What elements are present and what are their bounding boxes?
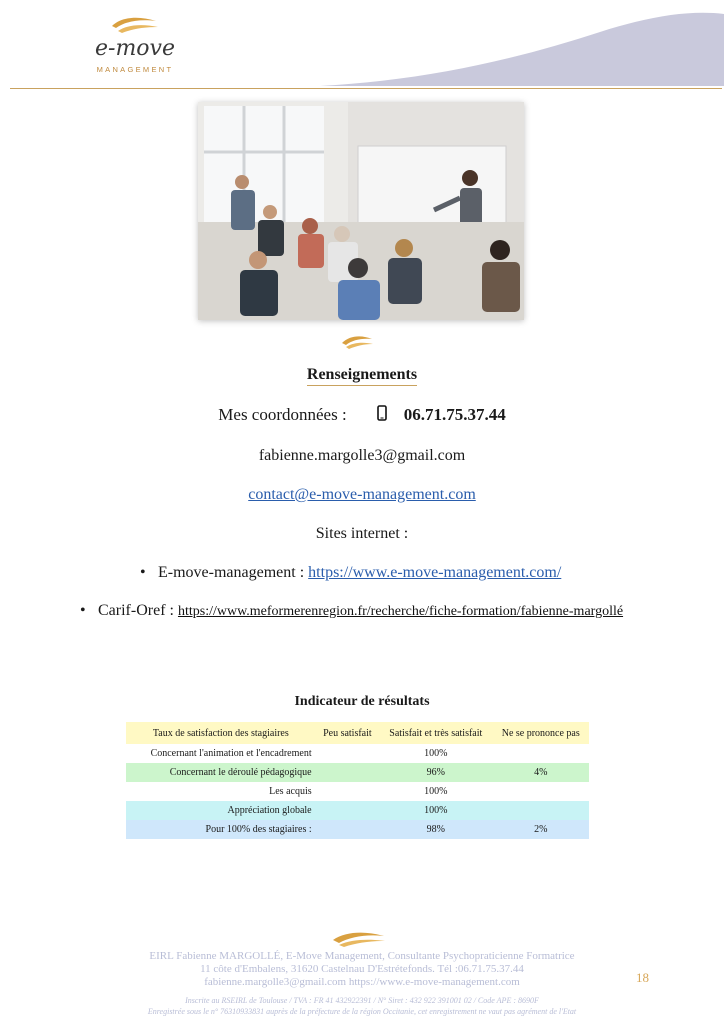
cell-satisfait: 100%	[379, 744, 492, 763]
column-header: Taux de satisfaction des stagiaires	[126, 722, 316, 744]
page-number: 18	[636, 970, 649, 985]
cell-satisfait: 98%	[379, 820, 492, 839]
cell-peu	[316, 744, 380, 763]
footer-contact-line: fabienne.margolle3@gmail.com https://www.e-move-management.com	[204, 976, 520, 988]
training-photo	[198, 102, 524, 320]
sites-label: Sites internet :	[315, 525, 409, 542]
footer-legal-line: Inscrite au RSEIRL de Toulouse / TVA : FR 41 432922391 / N° Siret : 432 922 391001 02 / Code APE : 8690F	[185, 996, 539, 1005]
row-label: Concernant le déroulé pédagogique	[126, 763, 316, 782]
contact-email-link[interactable]: contact@e-move-management.com	[248, 486, 476, 503]
cell-satisfait: 100%	[379, 782, 492, 801]
section-title-text: Renseignements	[307, 366, 417, 386]
site-link[interactable]: https://www.e-move-management.com/	[308, 564, 562, 581]
table-row	[126, 744, 589, 763]
logo-subtitle: MANAGEMENT	[96, 65, 174, 74]
results-title: Indicateur de résultats	[294, 694, 430, 709]
footer-company-line: EIRL Fabienne MARGOLLÉ, E-Move Management, Consultante Psychopraticienne Formatrice	[149, 950, 575, 962]
footer-swoosh-icon	[330, 930, 386, 948]
cell-nsp: 2%	[492, 820, 589, 839]
email-address: fabienne.margolle3@gmail.com	[258, 447, 466, 464]
row-label: Appréciation globale	[126, 801, 316, 820]
row-label: Concernant l'animation et l'encadrement	[126, 744, 316, 763]
cell-satisfait: 100%	[379, 801, 492, 820]
row-label: Pour 100% des stagiaires :	[126, 820, 316, 839]
column-header: Peu satisfait	[316, 722, 380, 744]
cell-satisfait: 96%	[379, 763, 492, 782]
table-row	[126, 801, 589, 820]
table-row	[126, 820, 589, 839]
site-link[interactable]: https://www.meformerenregion.fr/recherche/fiche-formation/fabienne-margollé	[177, 604, 624, 619]
e-move-logo	[90, 12, 180, 76]
table-header-row	[126, 722, 589, 744]
phone-number: 06.71.75.37.44	[403, 405, 506, 424]
footer-legal-line: Enregistrée sous le n° 76310933831 auprès de la préfecture de la région Occitanie, cet enregistrement ne vaut pas agrément de l'Etat	[147, 1007, 577, 1016]
logo-swoosh-icon	[108, 14, 160, 36]
cell-nsp	[492, 782, 589, 801]
column-header: Ne se prononce pas	[492, 722, 589, 744]
bullet-icon: •	[140, 564, 146, 581]
header-divider	[10, 88, 722, 89]
bullet-icon: •	[80, 602, 86, 619]
cell-peu	[316, 801, 380, 820]
swoosh-icon	[340, 334, 374, 350]
column-header: Satisfait et très satisfait	[379, 722, 492, 744]
results-table	[126, 722, 589, 839]
cell-nsp: 4%	[492, 763, 589, 782]
phone-icon	[377, 405, 387, 421]
row-label: Les acquis	[126, 782, 316, 801]
cell-peu	[316, 763, 380, 782]
cell-nsp	[492, 744, 589, 763]
site-list-item	[140, 564, 561, 582]
logo-brand: e-move	[94, 36, 175, 61]
site-label: E-move-management :	[158, 564, 309, 581]
footer-address-line: 11 côte d'Embalens, 31620 Castelnau D'Estrétefonds. Tél :06.71.75.37.44	[200, 963, 524, 975]
cell-nsp	[492, 801, 589, 820]
table-row	[126, 763, 589, 782]
section-title	[0, 366, 724, 384]
cell-peu	[316, 782, 380, 801]
table-row	[126, 782, 589, 801]
cell-peu	[316, 820, 380, 839]
site-list-item	[80, 602, 623, 620]
contacts-row	[0, 405, 724, 425]
contacts-label: Mes coordonnées :	[218, 405, 347, 424]
site-label: Carif-Oref :	[98, 602, 178, 619]
